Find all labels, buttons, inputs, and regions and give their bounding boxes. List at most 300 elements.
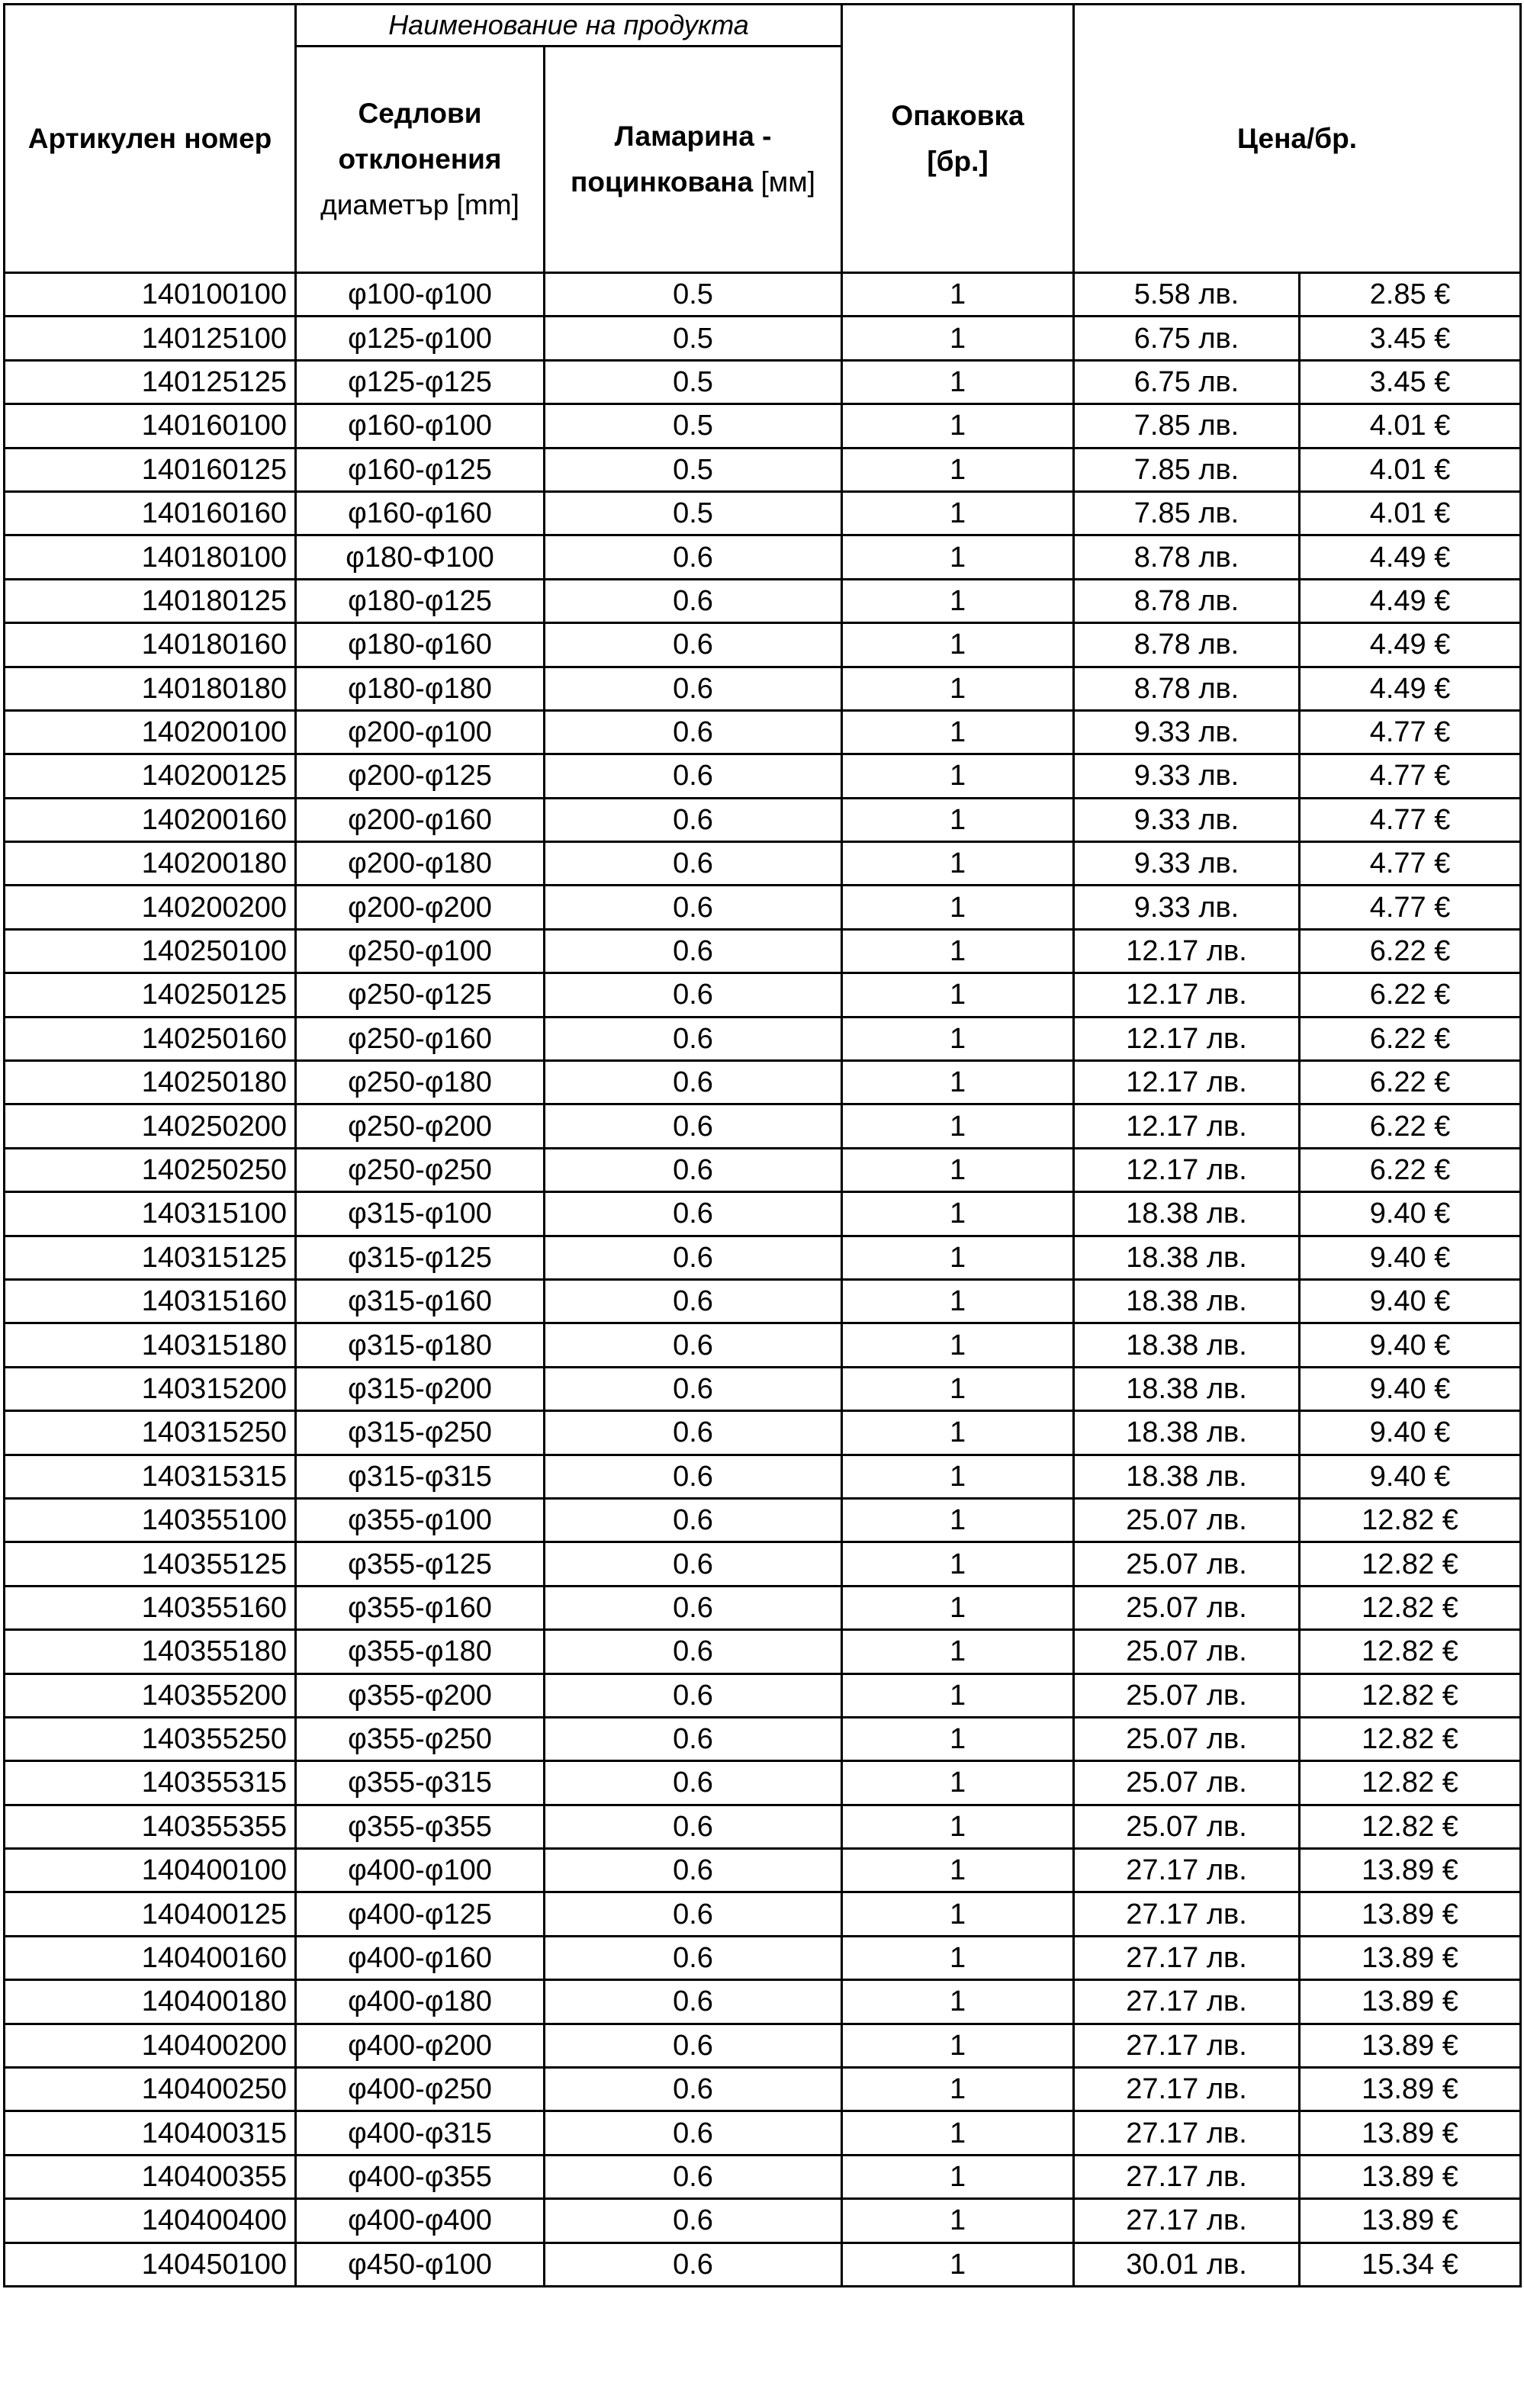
product-name-cell: φ180-φ160 xyxy=(296,623,545,667)
product-name-cell: φ250-φ200 xyxy=(296,1104,545,1148)
sheet-thickness-cell: 0.6 xyxy=(545,2068,842,2111)
sheet-thickness-cell: 0.6 xyxy=(545,1192,842,1236)
sheet-thickness-cell: 0.5 xyxy=(545,448,842,491)
header-saddle-unit: диаметър [mm] xyxy=(320,189,519,220)
sheet-thickness-cell: 0.6 xyxy=(545,2024,842,2067)
article-number-cell: 140250100 xyxy=(5,929,296,973)
header-product-name-group: Наименование на продукта xyxy=(296,5,842,47)
sheet-thickness-cell: 0.6 xyxy=(545,842,842,886)
price-eur-cell: 12.82 € xyxy=(1300,1805,1521,1848)
article-number-cell: 140180160 xyxy=(5,623,296,667)
product-name-cell: φ200-φ125 xyxy=(296,754,545,798)
price-eur-cell: 4.01 € xyxy=(1300,491,1521,535)
price-bgn-cell: 18.38 лв. xyxy=(1074,1455,1300,1498)
product-name-cell: φ355-φ160 xyxy=(296,1586,545,1629)
sheet-thickness-cell: 0.6 xyxy=(545,1542,842,1586)
price-bgn-cell: 8.78 лв. xyxy=(1074,667,1300,710)
table-row xyxy=(5,1061,1521,1104)
packaging-cell: 1 xyxy=(842,1630,1074,1673)
sheet-thickness-cell: 0.6 xyxy=(545,1061,842,1104)
product-name-cell: φ355-φ355 xyxy=(296,1805,545,1848)
price-eur-cell: 12.82 € xyxy=(1300,1498,1521,1542)
sheet-thickness-cell: 0.6 xyxy=(545,1673,842,1717)
table-row xyxy=(5,1367,1521,1410)
packaging-cell: 1 xyxy=(842,1980,1074,2024)
table-row xyxy=(5,1411,1521,1455)
sheet-thickness-cell: 0.6 xyxy=(545,798,842,841)
price-eur-cell: 13.89 € xyxy=(1300,2024,1521,2067)
product-name-cell: φ315-φ160 xyxy=(296,1279,545,1323)
packaging-cell: 1 xyxy=(842,1323,1074,1367)
packaging-cell: 1 xyxy=(842,1892,1074,1936)
price-bgn-cell: 25.07 лв. xyxy=(1074,1717,1300,1760)
article-number-cell: 140125125 xyxy=(5,360,296,403)
product-name-cell: φ400-φ315 xyxy=(296,2111,545,2155)
table-row xyxy=(5,1892,1521,1936)
price-eur-cell: 4.49 € xyxy=(1300,535,1521,579)
product-name-cell: φ315-φ315 xyxy=(296,1455,545,1498)
table-row xyxy=(5,1805,1521,1848)
price-eur-cell: 6.22 € xyxy=(1300,1148,1521,1191)
price-eur-cell: 6.22 € xyxy=(1300,1017,1521,1060)
price-bgn-cell: 12.17 лв. xyxy=(1074,1017,1300,1060)
packaging-cell: 1 xyxy=(842,710,1074,754)
table-row xyxy=(5,1761,1521,1805)
sheet-thickness-cell: 0.6 xyxy=(545,1411,842,1455)
price-bgn-cell: 18.38 лв. xyxy=(1074,1279,1300,1323)
packaging-cell: 1 xyxy=(842,1805,1074,1848)
table-row xyxy=(5,1148,1521,1191)
price-bgn-cell: 27.17 лв. xyxy=(1074,2155,1300,2198)
article-number-cell: 140355125 xyxy=(5,1542,296,1586)
price-bgn-cell: 12.17 лв. xyxy=(1074,1061,1300,1104)
article-number-cell: 140315100 xyxy=(5,1192,296,1236)
article-number-cell: 140315250 xyxy=(5,1411,296,1455)
product-name-cell: φ200-φ100 xyxy=(296,710,545,754)
product-name-cell: φ400-φ400 xyxy=(296,2199,545,2242)
packaging-cell: 1 xyxy=(842,973,1074,1017)
price-eur-cell: 4.77 € xyxy=(1300,710,1521,754)
product-name-cell: φ200-φ180 xyxy=(296,842,545,886)
price-bgn-cell: 6.75 лв. xyxy=(1074,317,1300,360)
article-number-cell: 140315160 xyxy=(5,1279,296,1323)
product-name-cell: φ355-φ250 xyxy=(296,1717,545,1760)
price-bgn-cell: 27.17 лв. xyxy=(1074,2024,1300,2067)
price-eur-cell: 9.40 € xyxy=(1300,1279,1521,1323)
price-bgn-cell: 25.07 лв. xyxy=(1074,1498,1300,1542)
table-row xyxy=(5,2199,1521,2242)
sheet-thickness-cell: 0.6 xyxy=(545,973,842,1017)
sheet-thickness-cell: 0.5 xyxy=(545,317,842,360)
article-number-cell: 140125100 xyxy=(5,317,296,360)
packaging-cell: 1 xyxy=(842,404,1074,448)
product-name-cell: φ250-φ125 xyxy=(296,973,545,1017)
packaging-cell: 1 xyxy=(842,1148,1074,1191)
price-eur-cell: 6.22 € xyxy=(1300,1061,1521,1104)
article-number-cell: 140400180 xyxy=(5,1980,296,2024)
price-bgn-cell: 9.33 лв. xyxy=(1074,798,1300,841)
sheet-thickness-cell: 0.6 xyxy=(545,1936,842,1979)
product-name-cell: φ315-φ250 xyxy=(296,1411,545,1455)
price-bgn-cell: 27.17 лв. xyxy=(1074,1892,1300,1936)
price-eur-cell: 12.82 € xyxy=(1300,1586,1521,1629)
price-eur-cell: 4.49 € xyxy=(1300,623,1521,667)
sheet-thickness-cell: 0.6 xyxy=(545,1498,842,1542)
price-eur-cell: 2.85 € xyxy=(1300,273,1521,317)
price-eur-cell: 13.89 € xyxy=(1300,1980,1521,2024)
packaging-cell: 1 xyxy=(842,1192,1074,1236)
price-bgn-cell: 12.17 лв. xyxy=(1074,973,1300,1017)
price-bgn-cell: 27.17 лв. xyxy=(1074,2199,1300,2242)
price-bgn-cell: 30.01 лв. xyxy=(1074,2242,1300,2286)
price-eur-cell: 3.45 € xyxy=(1300,317,1521,360)
table-row xyxy=(5,710,1521,754)
price-eur-cell: 13.89 € xyxy=(1300,1849,1521,1892)
product-name-cell: φ315-φ100 xyxy=(296,1192,545,1236)
price-bgn-cell: 18.38 лв. xyxy=(1074,1411,1300,1455)
packaging-cell: 1 xyxy=(842,1455,1074,1498)
packaging-cell: 1 xyxy=(842,1061,1074,1104)
packaging-cell: 1 xyxy=(842,1761,1074,1805)
packaging-cell: 1 xyxy=(842,754,1074,798)
price-eur-cell: 4.77 € xyxy=(1300,798,1521,841)
header-saddle-line2: отклонения xyxy=(338,143,502,175)
table-row xyxy=(5,1542,1521,1586)
table-row xyxy=(5,2242,1521,2286)
table-row xyxy=(5,448,1521,491)
table-row xyxy=(5,754,1521,798)
price-bgn-cell: 6.75 лв. xyxy=(1074,360,1300,403)
price-eur-cell: 4.77 € xyxy=(1300,754,1521,798)
packaging-cell: 1 xyxy=(842,535,1074,579)
packaging-cell: 1 xyxy=(842,1936,1074,1979)
table-row xyxy=(5,1192,1521,1236)
article-number-cell: 140355315 xyxy=(5,1761,296,1805)
price-bgn-cell: 25.07 лв. xyxy=(1074,1805,1300,1848)
article-number-cell: 140180100 xyxy=(5,535,296,579)
table-row xyxy=(5,1323,1521,1367)
product-name-cell: φ400-φ180 xyxy=(296,1980,545,2024)
article-number-cell: 140400125 xyxy=(5,1892,296,1936)
article-number-cell: 140400160 xyxy=(5,1936,296,1979)
price-eur-cell: 4.77 € xyxy=(1300,842,1521,886)
price-bgn-cell: 9.33 лв. xyxy=(1074,886,1300,929)
article-number-cell: 140315315 xyxy=(5,1455,296,1498)
table-row xyxy=(5,1236,1521,1279)
packaging-cell: 1 xyxy=(842,1367,1074,1410)
packaging-cell: 1 xyxy=(842,317,1074,360)
sheet-thickness-cell: 0.6 xyxy=(545,2199,842,2242)
sheet-thickness-cell: 0.6 xyxy=(545,1717,842,1760)
article-number-cell: 140200200 xyxy=(5,886,296,929)
sheet-thickness-cell: 0.6 xyxy=(545,1805,842,1848)
packaging-cell: 1 xyxy=(842,623,1074,667)
header-packaging xyxy=(842,5,1074,273)
product-name-cell: φ250-φ160 xyxy=(296,1017,545,1060)
article-number-cell: 140250160 xyxy=(5,1017,296,1060)
article-number-cell: 140180125 xyxy=(5,579,296,622)
table-row xyxy=(5,1586,1521,1629)
product-name-cell: φ250-φ250 xyxy=(296,1148,545,1191)
table-body xyxy=(5,273,1521,2287)
sheet-thickness-cell: 0.6 xyxy=(545,1323,842,1367)
table-row xyxy=(5,1673,1521,1717)
price-bgn-cell: 9.33 лв. xyxy=(1074,754,1300,798)
header-saddle-branches xyxy=(296,47,545,273)
article-number-cell: 140250250 xyxy=(5,1148,296,1191)
table-row xyxy=(5,1717,1521,1760)
product-name-cell: φ315-φ180 xyxy=(296,1323,545,1367)
table-row xyxy=(5,579,1521,622)
product-name-cell: φ180-Φ100 xyxy=(296,535,545,579)
packaging-cell: 1 xyxy=(842,2199,1074,2242)
sheet-thickness-cell: 0.5 xyxy=(545,360,842,403)
product-name-cell: φ450-φ100 xyxy=(296,2242,545,2286)
packaging-cell: 1 xyxy=(842,1236,1074,1279)
product-name-cell: φ355-φ100 xyxy=(296,1498,545,1542)
price-bgn-cell: 25.07 лв. xyxy=(1074,1761,1300,1805)
article-number-cell: 140355250 xyxy=(5,1717,296,1760)
header-sheet-line2-text: поцинкована xyxy=(571,166,754,198)
sheet-thickness-cell: 0.6 xyxy=(545,535,842,579)
table-row xyxy=(5,1455,1521,1498)
price-bgn-cell: 12.17 лв. xyxy=(1074,929,1300,973)
product-name-cell: φ125-φ125 xyxy=(296,360,545,403)
sheet-thickness-cell: 0.6 xyxy=(545,1455,842,1498)
price-bgn-cell: 7.85 лв. xyxy=(1074,491,1300,535)
sheet-thickness-cell: 0.6 xyxy=(545,929,842,973)
price-eur-cell: 6.22 € xyxy=(1300,973,1521,1017)
article-number-cell: 140400355 xyxy=(5,2155,296,2198)
price-eur-cell: 9.40 € xyxy=(1300,1411,1521,1455)
product-name-cell: φ355-φ125 xyxy=(296,1542,545,1586)
price-eur-cell: 4.77 € xyxy=(1300,886,1521,929)
packaging-cell: 1 xyxy=(842,2111,1074,2155)
product-name-cell: φ125-φ100 xyxy=(296,317,545,360)
price-bgn-cell: 8.78 лв. xyxy=(1074,535,1300,579)
price-bgn-cell: 25.07 лв. xyxy=(1074,1630,1300,1673)
product-name-cell: φ400-φ100 xyxy=(296,1849,545,1892)
price-bgn-cell: 5.58 лв. xyxy=(1074,273,1300,317)
price-bgn-cell: 7.85 лв. xyxy=(1074,448,1300,491)
product-name-cell: φ160-φ125 xyxy=(296,448,545,491)
sheet-thickness-cell: 0.6 xyxy=(545,1236,842,1279)
sheet-thickness-cell: 0.6 xyxy=(545,754,842,798)
product-name-cell: φ400-φ200 xyxy=(296,2024,545,2067)
sheet-thickness-cell: 0.5 xyxy=(545,273,842,317)
header-sheet-unit: [мм] xyxy=(760,166,815,198)
table-row xyxy=(5,929,1521,973)
sheet-thickness-cell: 0.6 xyxy=(545,1148,842,1191)
price-bgn-cell: 12.17 лв. xyxy=(1074,1104,1300,1148)
table-row xyxy=(5,360,1521,403)
price-eur-cell: 13.89 € xyxy=(1300,2111,1521,2155)
article-number-cell: 140400100 xyxy=(5,1849,296,1892)
price-eur-cell: 3.45 € xyxy=(1300,360,1521,403)
table-row xyxy=(5,2155,1521,2198)
packaging-cell: 1 xyxy=(842,273,1074,317)
header-article-number: Артикулен номер xyxy=(5,5,296,273)
price-eur-cell: 4.49 € xyxy=(1300,667,1521,710)
product-name-cell: φ355-φ200 xyxy=(296,1673,545,1717)
packaging-cell: 1 xyxy=(842,1849,1074,1892)
sheet-thickness-cell: 0.6 xyxy=(545,1586,842,1629)
article-number-cell: 140160100 xyxy=(5,404,296,448)
price-eur-cell: 13.89 € xyxy=(1300,2068,1521,2111)
article-number-cell: 140200100 xyxy=(5,710,296,754)
packaging-cell: 1 xyxy=(842,1717,1074,1760)
packaging-cell: 1 xyxy=(842,2155,1074,2198)
article-number-cell: 140250200 xyxy=(5,1104,296,1148)
price-bgn-cell: 12.17 лв. xyxy=(1074,1148,1300,1191)
price-bgn-cell: 18.38 лв. xyxy=(1074,1236,1300,1279)
price-eur-cell: 15.34 € xyxy=(1300,2242,1521,2286)
article-number-cell: 140355355 xyxy=(5,1805,296,1848)
sheet-thickness-cell: 0.6 xyxy=(545,1367,842,1410)
table-row xyxy=(5,2024,1521,2067)
article-number-cell: 140400315 xyxy=(5,2111,296,2155)
product-name-cell: φ400-φ125 xyxy=(296,1892,545,1936)
article-number-cell: 140315200 xyxy=(5,1367,296,1410)
price-eur-cell: 12.82 € xyxy=(1300,1630,1521,1673)
price-bgn-cell: 9.33 лв. xyxy=(1074,842,1300,886)
sheet-thickness-cell: 0.6 xyxy=(545,710,842,754)
packaging-cell: 1 xyxy=(842,1586,1074,1629)
article-number-cell: 140200160 xyxy=(5,798,296,841)
article-number-cell: 140315125 xyxy=(5,1236,296,1279)
sheet-thickness-cell: 0.6 xyxy=(545,667,842,710)
article-number-cell: 140450100 xyxy=(5,2242,296,2286)
price-bgn-cell: 18.38 лв. xyxy=(1074,1323,1300,1367)
article-number-cell: 140200125 xyxy=(5,754,296,798)
price-eur-cell: 12.82 € xyxy=(1300,1761,1521,1805)
table-row xyxy=(5,1630,1521,1673)
sheet-thickness-cell: 0.6 xyxy=(545,1630,842,1673)
packaging-cell: 1 xyxy=(842,842,1074,886)
price-bgn-cell: 27.17 лв. xyxy=(1074,1980,1300,2024)
article-number-cell: 140355160 xyxy=(5,1586,296,1629)
table-row xyxy=(5,404,1521,448)
packaging-cell: 1 xyxy=(842,360,1074,403)
table-row xyxy=(5,798,1521,841)
table-row xyxy=(5,623,1521,667)
packaging-cell: 1 xyxy=(842,2068,1074,2111)
product-name-cell: φ250-φ180 xyxy=(296,1061,545,1104)
article-number-cell: 140200180 xyxy=(5,842,296,886)
price-eur-cell: 12.82 € xyxy=(1300,1542,1521,1586)
product-name-cell: φ180-φ180 xyxy=(296,667,545,710)
price-bgn-cell: 27.17 лв. xyxy=(1074,2068,1300,2111)
price-bgn-cell: 8.78 лв. xyxy=(1074,623,1300,667)
packaging-cell: 1 xyxy=(842,1104,1074,1148)
price-bgn-cell: 25.07 лв. xyxy=(1074,1542,1300,1586)
sheet-thickness-cell: 0.6 xyxy=(545,623,842,667)
table-row xyxy=(5,1849,1521,1892)
table-row xyxy=(5,535,1521,579)
product-name-cell: φ180-φ125 xyxy=(296,579,545,622)
article-number-cell: 140400200 xyxy=(5,2024,296,2067)
price-bgn-cell: 8.78 лв. xyxy=(1074,579,1300,622)
table-row xyxy=(5,1980,1521,2024)
table-row xyxy=(5,667,1521,710)
table-row xyxy=(5,1498,1521,1542)
sheet-thickness-cell: 0.5 xyxy=(545,491,842,535)
price-eur-cell: 9.40 € xyxy=(1300,1455,1521,1498)
article-number-cell: 140100100 xyxy=(5,273,296,317)
packaging-cell: 1 xyxy=(842,2024,1074,2067)
price-eur-cell: 4.49 € xyxy=(1300,579,1521,622)
product-name-cell: φ400-φ160 xyxy=(296,1936,545,1979)
sheet-thickness-cell: 0.6 xyxy=(545,1017,842,1060)
product-name-cell: φ200-φ200 xyxy=(296,886,545,929)
price-eur-cell: 13.89 € xyxy=(1300,2199,1521,2242)
article-number-cell: 140160160 xyxy=(5,491,296,535)
price-bgn-cell: 25.07 лв. xyxy=(1074,1586,1300,1629)
table-row xyxy=(5,1936,1521,1979)
price-bgn-cell: 25.07 лв. xyxy=(1074,1673,1300,1717)
header-packaging-line2: [бр.] xyxy=(927,145,989,177)
sheet-thickness-cell: 0.6 xyxy=(545,886,842,929)
article-number-cell: 140160125 xyxy=(5,448,296,491)
packaging-cell: 1 xyxy=(842,2242,1074,2286)
product-name-cell: φ400-φ355 xyxy=(296,2155,545,2198)
price-bgn-cell: 18.38 лв. xyxy=(1074,1367,1300,1410)
sheet-thickness-cell: 0.5 xyxy=(545,404,842,448)
price-eur-cell: 13.89 € xyxy=(1300,1892,1521,1936)
price-table xyxy=(3,3,1522,2287)
header-price: Цена/бр. xyxy=(1074,5,1521,273)
article-number-cell: 140315180 xyxy=(5,1323,296,1367)
price-bgn-cell: 7.85 лв. xyxy=(1074,404,1300,448)
header-saddle-line1: Седлови xyxy=(358,98,482,129)
product-name-cell: φ355-φ180 xyxy=(296,1630,545,1673)
product-name-cell: φ400-φ250 xyxy=(296,2068,545,2111)
article-number-cell: 140180180 xyxy=(5,667,296,710)
packaging-cell: 1 xyxy=(842,798,1074,841)
sheet-thickness-cell: 0.6 xyxy=(545,1849,842,1892)
sheet-thickness-cell: 0.6 xyxy=(545,1761,842,1805)
table-row xyxy=(5,842,1521,886)
price-bgn-cell: 9.33 лв. xyxy=(1074,710,1300,754)
product-name-cell: φ160-φ160 xyxy=(296,491,545,535)
packaging-cell: 1 xyxy=(842,1411,1074,1455)
packaging-cell: 1 xyxy=(842,579,1074,622)
price-eur-cell: 9.40 € xyxy=(1300,1236,1521,1279)
price-eur-cell: 12.82 € xyxy=(1300,1717,1521,1760)
article-number-cell: 140355200 xyxy=(5,1673,296,1717)
article-number-cell: 140400250 xyxy=(5,2068,296,2111)
sheet-thickness-cell: 0.6 xyxy=(545,1279,842,1323)
price-eur-cell: 4.01 € xyxy=(1300,404,1521,448)
table-row xyxy=(5,1104,1521,1148)
price-eur-cell: 13.89 € xyxy=(1300,1936,1521,1979)
packaging-cell: 1 xyxy=(842,491,1074,535)
sheet-thickness-cell: 0.6 xyxy=(545,1980,842,2024)
table-row xyxy=(5,1017,1521,1060)
article-number-cell: 140250125 xyxy=(5,973,296,1017)
sheet-thickness-cell: 0.6 xyxy=(545,2242,842,2286)
product-name-cell: φ315-φ125 xyxy=(296,1236,545,1279)
packaging-cell: 1 xyxy=(842,886,1074,929)
product-name-cell: φ100-φ100 xyxy=(296,273,545,317)
article-number-cell: 140400400 xyxy=(5,2199,296,2242)
sheet-thickness-cell: 0.6 xyxy=(545,2155,842,2198)
price-eur-cell: 13.89 € xyxy=(1300,2155,1521,2198)
packaging-cell: 1 xyxy=(842,448,1074,491)
price-eur-cell: 4.01 € xyxy=(1300,448,1521,491)
table-row xyxy=(5,491,1521,535)
packaging-cell: 1 xyxy=(842,1542,1074,1586)
